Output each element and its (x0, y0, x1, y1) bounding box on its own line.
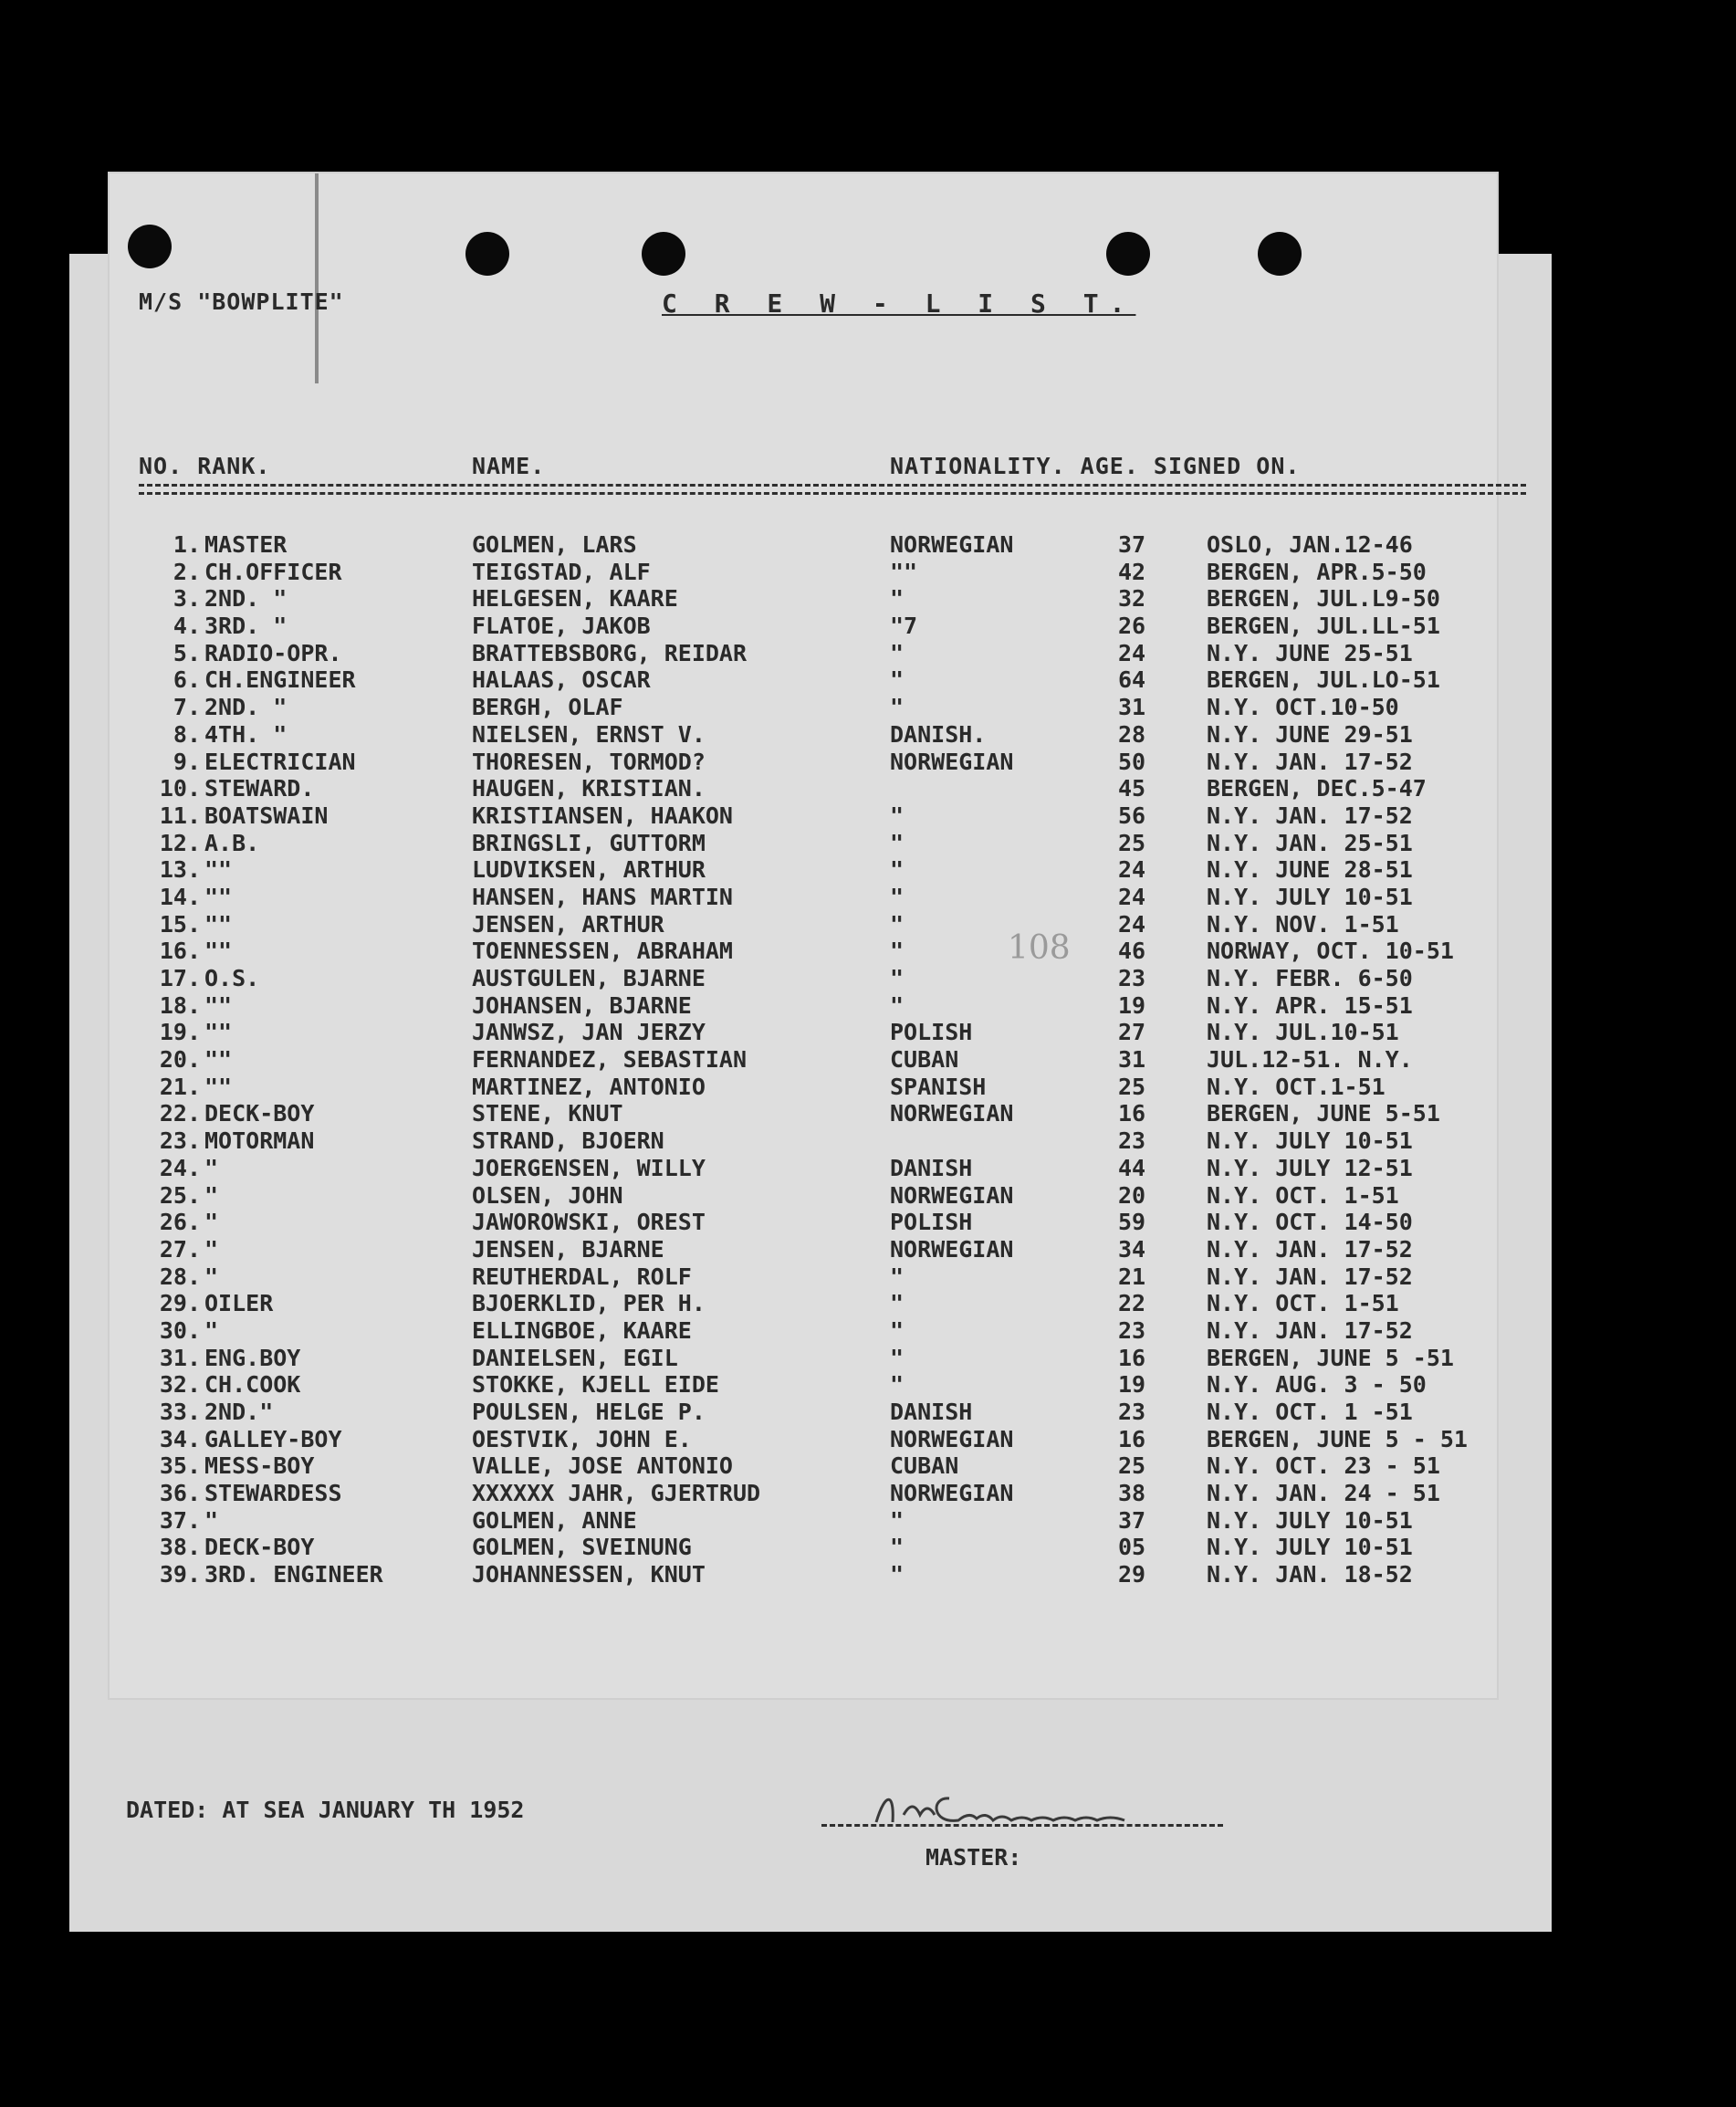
crew-name: STOKKE, KJELL EIDE (472, 1371, 719, 1399)
crew-rank: "" (204, 1046, 233, 1074)
crew-nationality: "" (890, 558, 918, 585)
crew-name: JAWOROWSKI, OREST (472, 1209, 706, 1236)
crew-signed-on: N.Y. OCT. 14-50 (1207, 1209, 1413, 1236)
crew-name: GOLMEN, LARS (472, 531, 637, 558)
table-row (0, 1290, 1736, 1317)
crew-rank: "" (204, 1073, 233, 1100)
crew-age: 45 (1118, 775, 1146, 802)
crew-age: 29 (1118, 1561, 1146, 1588)
crew-signed-on: N.Y. JULY 12-51 (1207, 1154, 1413, 1181)
crew-rank: ELECTRICIAN (204, 748, 356, 775)
crew-name: POULSEN, HELGE P. (472, 1399, 706, 1425)
table-row (0, 992, 1736, 1020)
crew-name: VALLE, JOSE ANTONIO (472, 1452, 733, 1480)
crew-number: 33. (159, 1399, 201, 1425)
crew-name: HANSEN, HANS MARTIN (472, 883, 733, 910)
crew-rank: RADIO-OPR. (204, 639, 342, 666)
table-row (0, 1561, 1736, 1588)
punch-hole (1106, 232, 1150, 276)
crew-number: 22. (159, 1100, 201, 1127)
crew-age: 56 (1118, 802, 1146, 829)
crew-signed-on: BERGEN, APR.5-50 (1207, 558, 1427, 585)
table-row (0, 613, 1736, 640)
crew-rank: "" (204, 883, 233, 910)
fold-line (315, 173, 319, 383)
crew-number: 25. (159, 1181, 201, 1209)
crew-signed-on: N.Y. OCT.1-51 (1207, 1073, 1386, 1100)
crew-table (0, 531, 1736, 1588)
crew-rank: 2ND." (204, 1399, 274, 1425)
crew-age: 37 (1118, 1506, 1146, 1534)
crew-name: HALAAS, OSCAR (472, 666, 651, 694)
crew-rank: "" (204, 991, 233, 1019)
crew-name: OESTVIK, JOHN E. (472, 1425, 692, 1452)
crew-signed-on: BERGEN, JUL.L9-50 (1207, 585, 1440, 613)
table-row (0, 559, 1736, 586)
crew-nationality: NORWEGIAN (890, 1181, 1014, 1209)
crew-number: 29. (159, 1290, 201, 1317)
crew-nationality: " (890, 965, 905, 991)
crew-name: AUSTGULEN, BJARNE (472, 965, 706, 991)
crew-number: 39. (159, 1561, 201, 1588)
crew-age: 64 (1118, 666, 1146, 694)
table-row (0, 1480, 1736, 1507)
crew-age: 16 (1118, 1344, 1146, 1371)
crew-signed-on: OSLO, JAN.12-46 (1207, 531, 1413, 558)
crew-age: 24 (1118, 910, 1146, 938)
crew-rank: DECK-BOY (204, 1100, 315, 1127)
crew-signed-on: N.Y. JAN. 17-52 (1207, 1263, 1413, 1290)
crew-nationality: " (890, 938, 905, 965)
crew-nationality: " (890, 991, 905, 1019)
crew-nationality: SPANISH (890, 1073, 987, 1100)
crew-number: 8. (173, 720, 201, 748)
crew-rank: " (204, 1154, 219, 1181)
crew-age: 24 (1118, 856, 1146, 884)
crew-rank: OILER (204, 1290, 274, 1317)
crew-name: STRAND, BJOERN (472, 1127, 664, 1155)
crew-rank: " (204, 1235, 219, 1263)
crew-name: TOENNESSEN, ABRAHAM (472, 938, 733, 965)
crew-nationality: " (890, 1290, 905, 1317)
table-row (0, 938, 1736, 965)
crew-nationality: " (890, 910, 905, 938)
crew-nationality: "7 (890, 613, 918, 640)
table-row (0, 802, 1736, 830)
crew-age: 24 (1118, 883, 1146, 910)
crew-signed-on: N.Y. AUG. 3 - 50 (1207, 1371, 1427, 1399)
crew-rank: DECK-BOY (204, 1534, 315, 1561)
crew-signed-on: N.Y. JUNE 29-51 (1207, 720, 1413, 748)
crew-nationality: NORWEGIAN (890, 1425, 1014, 1452)
table-row (0, 1534, 1736, 1561)
crew-rank: GALLEY-BOY (204, 1425, 342, 1452)
crew-number: 5. (173, 639, 201, 666)
crew-rank: "" (204, 910, 233, 938)
crew-age: 19 (1118, 991, 1146, 1019)
crew-number: 12. (159, 829, 201, 856)
crew-signed-on: N.Y. NOV. 1-51 (1207, 910, 1399, 938)
crew-age: 25 (1118, 1073, 1146, 1100)
crew-age: 46 (1118, 938, 1146, 965)
crew-age: 23 (1118, 965, 1146, 991)
crew-signed-on: N.Y. JUNE 25-51 (1207, 639, 1413, 666)
table-row (0, 749, 1736, 776)
crew-number: 7. (173, 694, 201, 721)
crew-number: 24. (159, 1154, 201, 1181)
crew-signed-on: N.Y. OCT. 1-51 (1207, 1290, 1399, 1317)
crew-nationality: " (890, 829, 905, 856)
crew-age: 22 (1118, 1290, 1146, 1317)
crew-age: 05 (1118, 1534, 1146, 1561)
crew-rank: " (204, 1316, 219, 1344)
crew-number: 11. (159, 802, 201, 829)
crew-nationality: POLISH (890, 1019, 973, 1046)
crew-signed-on: JUL.12-51. N.Y. (1207, 1046, 1413, 1074)
crew-name: FLATOE, JAKOB (472, 613, 651, 640)
crew-name: BRINGSLI, GUTTORM (472, 829, 706, 856)
crew-nationality: " (890, 1561, 905, 1588)
ship-name: M/S "BOWPLITE" (139, 288, 344, 315)
crew-age: 42 (1118, 558, 1146, 585)
crew-age: 28 (1118, 720, 1146, 748)
column-header-nationality-age-signed: NATIONALITY. AGE. SIGNED ON. (890, 453, 1301, 479)
crew-age: 31 (1118, 694, 1146, 721)
table-row (0, 531, 1736, 559)
table-row (0, 1399, 1736, 1426)
crew-age: 44 (1118, 1154, 1146, 1181)
table-row (0, 1236, 1736, 1263)
crew-number: 30. (159, 1316, 201, 1344)
crew-signed-on: N.Y. OCT.10-50 (1207, 694, 1399, 721)
crew-number: 20. (159, 1046, 201, 1074)
crew-age: 16 (1118, 1425, 1146, 1452)
table-row (0, 830, 1736, 857)
crew-age: 25 (1118, 829, 1146, 856)
crew-age: 27 (1118, 1019, 1146, 1046)
crew-signed-on: N.Y. JULY 10-51 (1207, 1534, 1413, 1561)
crew-nationality: " (890, 1344, 905, 1371)
crew-number: 21. (159, 1073, 201, 1100)
crew-nationality: NORWEGIAN (890, 1100, 1014, 1127)
crew-rank: " (204, 1263, 219, 1290)
table-row (0, 1127, 1736, 1155)
table-row (0, 1019, 1736, 1046)
crew-name: THORESEN, TORMOD? (472, 748, 706, 775)
crew-name: NIELSEN, ERNST V. (472, 720, 706, 748)
table-row (0, 911, 1736, 938)
crew-rank: MESS-BOY (204, 1452, 315, 1480)
crew-signed-on: N.Y. JAN. 17-52 (1207, 1235, 1413, 1263)
crew-rank: STEWARDESS (204, 1480, 342, 1507)
crew-number: 13. (159, 856, 201, 884)
crew-nationality: " (890, 666, 905, 694)
crew-signed-on: N.Y. OCT. 23 - 51 (1207, 1452, 1440, 1480)
crew-nationality: NORWEGIAN (890, 1235, 1014, 1263)
table-row (0, 1046, 1736, 1074)
crew-number: 31. (159, 1344, 201, 1371)
crew-signed-on: BERGEN, JUL.LL-51 (1207, 613, 1440, 640)
crew-name: ELLINGBOE, KAARE (472, 1316, 692, 1344)
crew-nationality: " (890, 1506, 905, 1534)
crew-signed-on: N.Y. JAN. 25-51 (1207, 829, 1413, 856)
table-row (0, 640, 1736, 667)
punch-hole (642, 232, 685, 276)
table-row (0, 1345, 1736, 1372)
table-row (0, 965, 1736, 992)
crew-age: 37 (1118, 531, 1146, 558)
crew-signed-on: N.Y. JULY 10-51 (1207, 883, 1413, 910)
table-row (0, 884, 1736, 911)
crew-number: 6. (173, 666, 201, 694)
crew-name: REUTHERDAL, ROLF (472, 1263, 692, 1290)
crew-number: 17. (159, 965, 201, 991)
table-row (0, 1426, 1736, 1453)
crew-nationality: " (890, 1316, 905, 1344)
table-row (0, 585, 1736, 613)
crew-number: 38. (159, 1534, 201, 1561)
crew-number: 1. (173, 531, 201, 558)
crew-age: 50 (1118, 748, 1146, 775)
crew-signed-on: BERGEN, JUL.LO-51 (1207, 666, 1440, 694)
signature-line (821, 1824, 1223, 1832)
crew-name: JENSEN, ARTHUR (472, 910, 664, 938)
crew-age: 21 (1118, 1263, 1146, 1290)
crew-number: 34. (159, 1425, 201, 1452)
crew-name: JOHANNESSEN, KNUT (472, 1561, 706, 1588)
crew-signed-on: BERGEN, JUNE 5 -51 (1207, 1344, 1454, 1371)
crew-rank: 2ND. " (204, 585, 288, 613)
crew-rank: " (204, 1506, 219, 1534)
crew-rank: O.S. (204, 965, 260, 991)
crew-age: 59 (1118, 1209, 1146, 1236)
crew-age: 23 (1118, 1316, 1146, 1344)
table-row (0, 1452, 1736, 1480)
table-row (0, 721, 1736, 749)
crew-name: DANIELSEN, EGIL (472, 1344, 678, 1371)
crew-signed-on: N.Y. JAN. 24 - 51 (1207, 1480, 1440, 1507)
crew-signed-on: N.Y. OCT. 1 -51 (1207, 1399, 1413, 1425)
crew-number: 27. (159, 1235, 201, 1263)
crew-number: 15. (159, 910, 201, 938)
crew-number: 28. (159, 1263, 201, 1290)
crew-rank: ENG.BOY (204, 1344, 301, 1371)
crew-signed-on: N.Y. JULY 10-51 (1207, 1506, 1413, 1534)
stamp-number: 108 (1008, 929, 1071, 967)
crew-name: HAUGEN, KRISTIAN. (472, 775, 706, 802)
table-row (0, 856, 1736, 884)
crew-signed-on: N.Y. JULY 10-51 (1207, 1127, 1413, 1155)
crew-age: 32 (1118, 585, 1146, 613)
crew-nationality: DANISH (890, 1399, 973, 1425)
crew-nationality: NORWEGIAN (890, 1480, 1014, 1507)
crew-number: 10. (159, 775, 201, 802)
punch-hole (465, 232, 509, 276)
crew-signed-on: BERGEN, JUNE 5 - 51 (1207, 1425, 1468, 1452)
crew-age: 24 (1118, 639, 1146, 666)
crew-nationality: NORWEGIAN (890, 531, 1014, 558)
punch-hole (128, 225, 172, 268)
crew-name: JENSEN, BJARNE (472, 1235, 664, 1263)
crew-rank: CH.COOK (204, 1371, 301, 1399)
crew-name: JANWSZ, JAN JERZY (472, 1019, 706, 1046)
table-row (0, 775, 1736, 802)
table-row (0, 1507, 1736, 1535)
crew-rank: A.B. (204, 829, 260, 856)
crew-number: 4. (173, 613, 201, 640)
crew-nationality: POLISH (890, 1209, 973, 1236)
crew-nationality: " (890, 639, 905, 666)
crew-number: 3. (173, 585, 201, 613)
master-label: MASTER: (926, 1844, 1022, 1871)
crew-age: 38 (1118, 1480, 1146, 1507)
crew-rank: "" (204, 1019, 233, 1046)
crew-nationality: " (890, 1371, 905, 1399)
crew-signed-on: N.Y. JAN. 17-52 (1207, 1316, 1413, 1344)
crew-age: 34 (1118, 1235, 1146, 1263)
crew-name: GOLMEN, SVEINUNG (472, 1534, 692, 1561)
column-header-name: NAME. (472, 453, 546, 479)
crew-signed-on: N.Y. JUNE 28-51 (1207, 856, 1413, 884)
crew-nationality: " (890, 856, 905, 884)
crew-nationality: DANISH (890, 1154, 973, 1181)
table-row (0, 1371, 1736, 1399)
crew-age: 19 (1118, 1371, 1146, 1399)
crew-rank: 4TH. " (204, 720, 288, 748)
crew-nationality: " (890, 883, 905, 910)
table-row (0, 1317, 1736, 1345)
crew-name: HELGESEN, KAARE (472, 585, 678, 613)
crew-rank: "" (204, 938, 233, 965)
crew-signed-on: N.Y. JAN. 18-52 (1207, 1561, 1413, 1588)
crew-rank: 2ND. " (204, 694, 288, 721)
crew-rank: " (204, 1181, 219, 1209)
crew-rank: 3RD. ENGINEER (204, 1561, 383, 1588)
crew-name: GOLMEN, ANNE (472, 1506, 637, 1534)
table-row (0, 1263, 1736, 1291)
header-divider (139, 484, 1526, 495)
crew-number: 14. (159, 883, 201, 910)
crew-name: KRISTIANSEN, HAAKON (472, 802, 733, 829)
crew-rank: BOATSWAIN (204, 802, 329, 829)
crew-rank: MASTER (204, 531, 288, 558)
crew-nationality: " (890, 1534, 905, 1561)
crew-signed-on: N.Y. APR. 15-51 (1207, 991, 1413, 1019)
table-row (0, 1209, 1736, 1236)
crew-number: 16. (159, 938, 201, 965)
crew-signed-on: N.Y. FEBR. 6-50 (1207, 965, 1413, 991)
crew-signed-on: NORWAY, OCT. 10-51 (1207, 938, 1454, 965)
crew-name: XXXXXX JAHR, GJERTRUD (472, 1480, 761, 1507)
table-row (0, 1074, 1736, 1101)
crew-signed-on: N.Y. JAN. 17-52 (1207, 802, 1413, 829)
crew-name: JOERGENSEN, WILLY (472, 1154, 706, 1181)
crew-number: 18. (159, 991, 201, 1019)
crew-name: BJOERKLID, PER H. (472, 1290, 706, 1317)
crew-number: 23. (159, 1127, 201, 1155)
crew-nationality: NORWEGIAN (890, 748, 1014, 775)
crew-number: 37. (159, 1506, 201, 1534)
crew-nationality: CUBAN (890, 1452, 959, 1480)
crew-age: 23 (1118, 1399, 1146, 1425)
crew-number: 9. (173, 748, 201, 775)
table-row (0, 1100, 1736, 1127)
crew-name: TEIGSTAD, ALF (472, 558, 651, 585)
table-row (0, 694, 1736, 721)
crew-rank: CH.ENGINEER (204, 666, 356, 694)
crew-signed-on: N.Y. OCT. 1-51 (1207, 1181, 1399, 1209)
crew-age: 23 (1118, 1127, 1146, 1155)
crew-nationality: " (890, 694, 905, 721)
crew-rank: 3RD. " (204, 613, 288, 640)
crew-age: 31 (1118, 1046, 1146, 1074)
crew-name: FERNANDEZ, SEBASTIAN (472, 1046, 748, 1074)
crew-name: STENE, KNUT (472, 1100, 623, 1127)
crew-nationality: " (890, 802, 905, 829)
crew-age: 26 (1118, 613, 1146, 640)
crew-age: 16 (1118, 1100, 1146, 1127)
column-header-no-rank: NO. RANK. (139, 453, 271, 479)
crew-rank: CH.OFFICER (204, 558, 342, 585)
crew-nationality: CUBAN (890, 1046, 959, 1074)
crew-signed-on: N.Y. JAN. 17-52 (1207, 748, 1413, 775)
table-row (0, 1155, 1736, 1182)
crew-rank: STEWARD. (204, 775, 315, 802)
crew-nationality: " (890, 1263, 905, 1290)
crew-number: 36. (159, 1480, 201, 1507)
crew-signed-on: BERGEN, JUNE 5-51 (1207, 1100, 1440, 1127)
crew-number: 19. (159, 1019, 201, 1046)
crew-rank: " (204, 1209, 219, 1236)
crew-name: JOHANSEN, BJARNE (472, 991, 692, 1019)
crew-name: BRATTEBSBORG, REIDAR (472, 639, 748, 666)
crew-age: 20 (1118, 1181, 1146, 1209)
crew-number: 2. (173, 558, 201, 585)
crew-name: OLSEN, JOHN (472, 1181, 623, 1209)
crew-nationality: " (890, 585, 905, 613)
crew-rank: "" (204, 856, 233, 884)
table-row (0, 1182, 1736, 1210)
dated-line: DATED: AT SEA JANUARY TH 1952 (126, 1797, 525, 1823)
crew-number: 32. (159, 1371, 201, 1399)
crew-signed-on: N.Y. JUL.10-51 (1207, 1019, 1399, 1046)
crew-number: 35. (159, 1452, 201, 1480)
crew-name: MARTINEZ, ANTONIO (472, 1073, 706, 1100)
crew-age: 25 (1118, 1452, 1146, 1480)
crew-nationality: DANISH. (890, 720, 987, 748)
table-row (0, 666, 1736, 694)
punch-hole (1258, 232, 1302, 276)
document-title: C R E W - L I S T. (662, 288, 1136, 319)
crew-name: BERGH, OLAF (472, 694, 623, 721)
crew-signed-on: BERGEN, DEC.5-47 (1207, 775, 1427, 802)
crew-rank: MOTORMAN (204, 1127, 315, 1155)
crew-number: 26. (159, 1209, 201, 1236)
crew-name: LUDVIKSEN, ARTHUR (472, 856, 706, 884)
